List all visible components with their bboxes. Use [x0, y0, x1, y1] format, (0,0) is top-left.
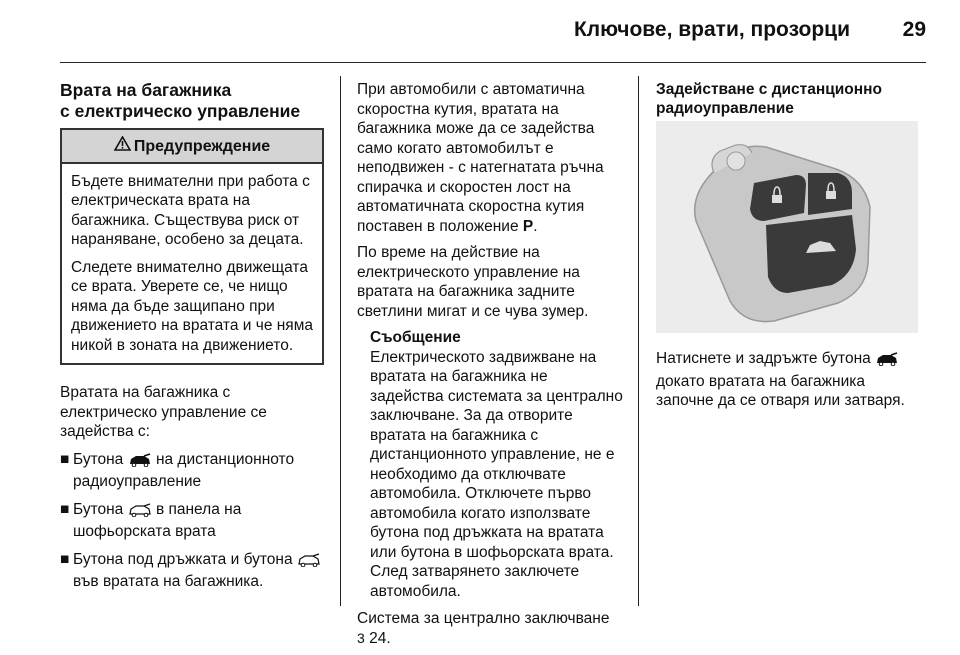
- note-block: [357, 328, 625, 601]
- paragraph-text: .: [533, 217, 538, 235]
- left-column: [60, 80, 324, 600]
- warning-header: [62, 130, 322, 164]
- intro-paragraph: Вратата на багажника с електрическо управление се задейства с:: [60, 384, 267, 440]
- note-body: Електрическото задвижване на вратата на багажника не задейства системата за централно заключване. За да отворите вратата на багажника с дистанционното управление, не е необходимо да отключвате автомобила. Отключете първо автомобила когато използвате бутона под дръжката на вратата или бутона в шофьорската врата. След затварянето заключете автомобила.: [370, 348, 623, 600]
- page-reference-arrow-icon: 3: [357, 629, 365, 646]
- reference-paragraph: [357, 609, 625, 648]
- section-title: [60, 80, 324, 122]
- remote-key-image: [656, 121, 918, 333]
- automatic-gearbox-paragraph: [357, 80, 625, 236]
- column-rule-2: [638, 76, 639, 606]
- paragraph-text: Система за централно заключване: [357, 610, 610, 627]
- warning-box: [60, 128, 324, 365]
- list-item-text: в панела на шофьорската врата: [73, 500, 242, 540]
- paragraph-text: При автомобили с автоматична скоростна кутия, вратата на багажника може да се задейства само когато автомобилът е неподвижен - с натегнатата ръчна спирачка и скоростен лост на автоматичната скоростна кутия поставен в положение: [357, 81, 604, 235]
- list-item: ■ Бутона на дистанционното радиоуправление: [60, 450, 295, 490]
- right-column-text: [656, 349, 926, 418]
- list-item-text: на дистанционното радиоуправление: [73, 450, 295, 490]
- section-title-line-2: с електрическо управление: [60, 101, 301, 121]
- operation-paragraph: По време на действие на електрическото управление на вратата на багажника задните светлини мигат и се чува зумер.: [357, 244, 589, 320]
- page-header-title: Ключове, врати, прозорци: [573, 18, 850, 41]
- warning-heading: Предупреждение: [133, 137, 271, 155]
- warning-triangle-icon: [114, 136, 131, 157]
- car-tailgate-icon: [297, 553, 321, 573]
- page-number: 29: [902, 18, 926, 41]
- header-rule: [60, 62, 926, 63]
- paragraph-text: Натиснете и задръжте бутона: [656, 350, 871, 367]
- middle-column: [357, 80, 625, 655]
- subsection-title-line-1: Задействане с дистанционно: [656, 81, 882, 98]
- list-item-text: във вратата на багажника.: [73, 573, 264, 590]
- section-title-line-1: Врата на багажника: [60, 80, 232, 100]
- page-reference-link[interactable]: 24.: [369, 629, 391, 647]
- warning-paragraph-1: Бъдете внимателни при работа с електрическата врата на багажника. Съществува риск от нараняване, особено за децата.: [71, 172, 310, 248]
- right-column: [656, 80, 926, 118]
- gear-position-p: P: [522, 217, 534, 235]
- car-tailgate-icon: [875, 352, 899, 372]
- list-item: ■ Бутона в панела на шофьорската врата: [60, 500, 242, 540]
- column-rule-1: [340, 76, 341, 606]
- subsection-title-line-2: радиоуправление: [656, 100, 794, 117]
- list-item-text: Бутона: [73, 450, 124, 468]
- paragraph-text: докато вратата на багажника започне да се отваря или затваря.: [656, 372, 905, 409]
- car-tailgate-icon: [128, 503, 152, 523]
- activation-list: [60, 450, 324, 592]
- list-item: ■ Бутона под дръжката и бутона във вратата на багажника.: [60, 550, 324, 592]
- warning-paragraph-2: Следете внимателно движещата се врата. Уверете се, че нищо няма да бъде защипано при движението на вратата и че няма никой в зоната на движението.: [71, 258, 313, 354]
- car-tailgate-icon: [128, 453, 152, 473]
- note-heading: Съобщение: [370, 329, 461, 346]
- subsection-title: [656, 80, 926, 118]
- list-item-text: Бутона: [73, 500, 124, 518]
- remote-instruction: [656, 349, 926, 411]
- list-item-text: Бутона под дръжката и бутона: [73, 550, 293, 568]
